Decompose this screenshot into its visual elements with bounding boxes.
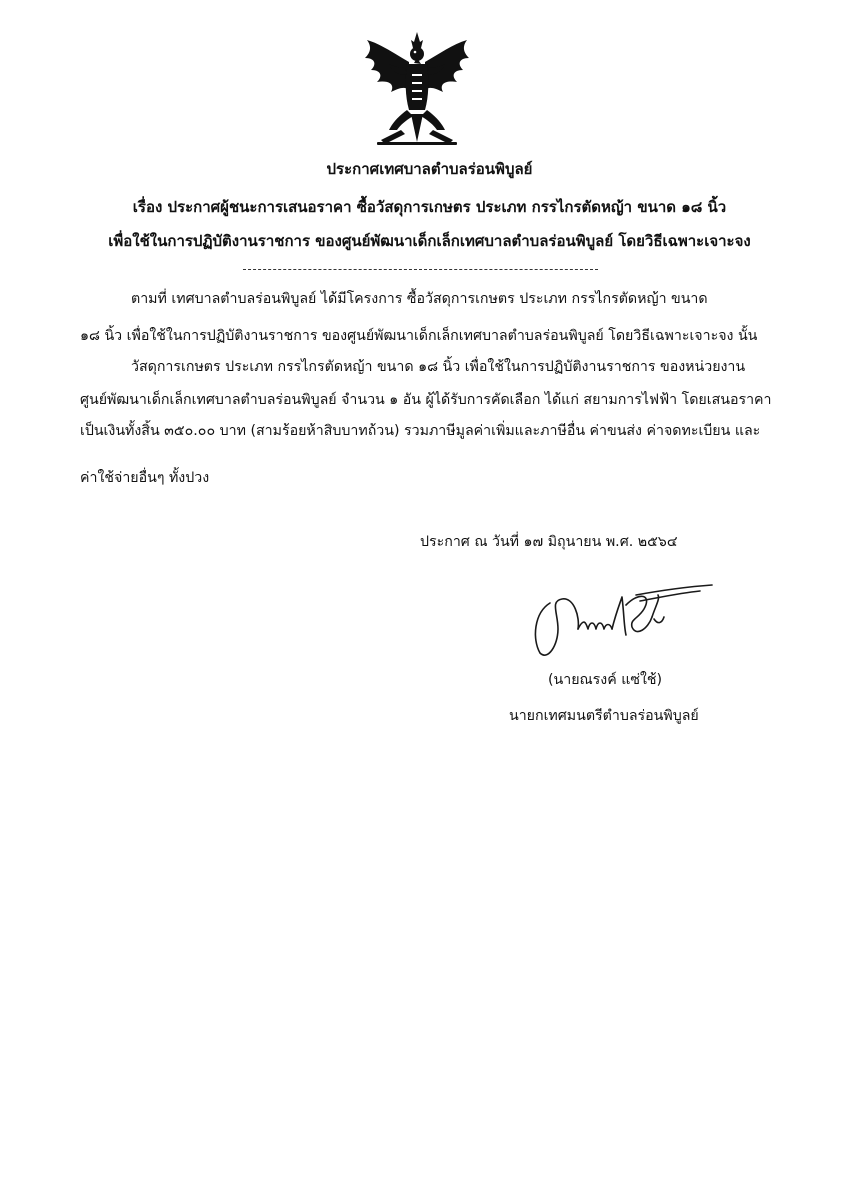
signer-name: (นายณรงค์ แซ่ใช้) bbox=[548, 672, 663, 688]
body-line-6: ค่าใช้จ่ายอื่นๆ ทั้งปวง bbox=[80, 470, 210, 486]
body-line-1: ตามที่ เทศบาลตำบลร่อนพิบูลย์ ได้มีโครงการ ซื้อวัสดุการเกษตร ประเภท กรรไกรตัดหญ้า ขนาด bbox=[131, 291, 708, 307]
garuda-emblem-icon bbox=[361, 30, 473, 148]
body-line-5: เป็นเงินทั้งสิ้น ๓๕๐.๐๐ บาท (สามร้อยห้าสิบบาทถ้วน) รวมภาษีมูลค่าเพิ่มและภาษีอื่น ค่าขนส่ง ค่าจดทะเบียน และ bbox=[80, 423, 761, 439]
heading-divider bbox=[243, 269, 598, 270]
body-line-3: วัสดุการเกษตร ประเภท กรรไกรตัดหญ้า ขนาด ๑๘ นิ้ว เพื่อใช้ในการปฏิบัติงานราชการ ของหน่วยงาน bbox=[131, 359, 746, 375]
body-line-2: ๑๘ นิ้ว เพื่อใช้ในการปฏิบัติงานราชการ ของศูนย์พัฒนาเด็กเล็กเทศบาลตำบลร่อนพิบูลย์ โดยวิธีเฉพาะเจาะจง นั้น bbox=[80, 328, 758, 344]
announcement-subject-line-1: เรื่อง ประกาศผู้ชนะการเสนอราคา ซื้อวัสดุการเกษตร ประเภท กรรไกรตัดหญ้า ขนาด ๑๘ นิ้ว bbox=[132, 198, 727, 216]
announcement-subject-line-2: เพื่อใช้ในการปฏิบัติงานราชการ ของศูนย์พัฒนาเด็กเล็กเทศบาลตำบลร่อนพิบูลย์ โดยวิธีเฉพาะเจาะจง bbox=[108, 232, 751, 250]
body-line-4: ศูนย์พัฒนาเด็กเล็กเทศบาลตำบลร่อนพิบูลย์ จำนวน ๑ อัน ผู้ได้รับการคัดเลือก ได้แก่ สยามการไฟฟ้า โดยเสนอราคา bbox=[80, 392, 772, 408]
handwritten-signature bbox=[528, 583, 718, 661]
announcement-date: ประกาศ ณ วันที่ ๑๗ มิถุนายน พ.ศ. ๒๕๖๔ bbox=[420, 534, 678, 550]
announcement-title: ประกาศเทศบาลตำบลร่อนพิบูลย์ bbox=[326, 160, 533, 178]
signer-title: นายกเทศมนตรีตำบลร่อนพิบูลย์ bbox=[509, 708, 699, 724]
